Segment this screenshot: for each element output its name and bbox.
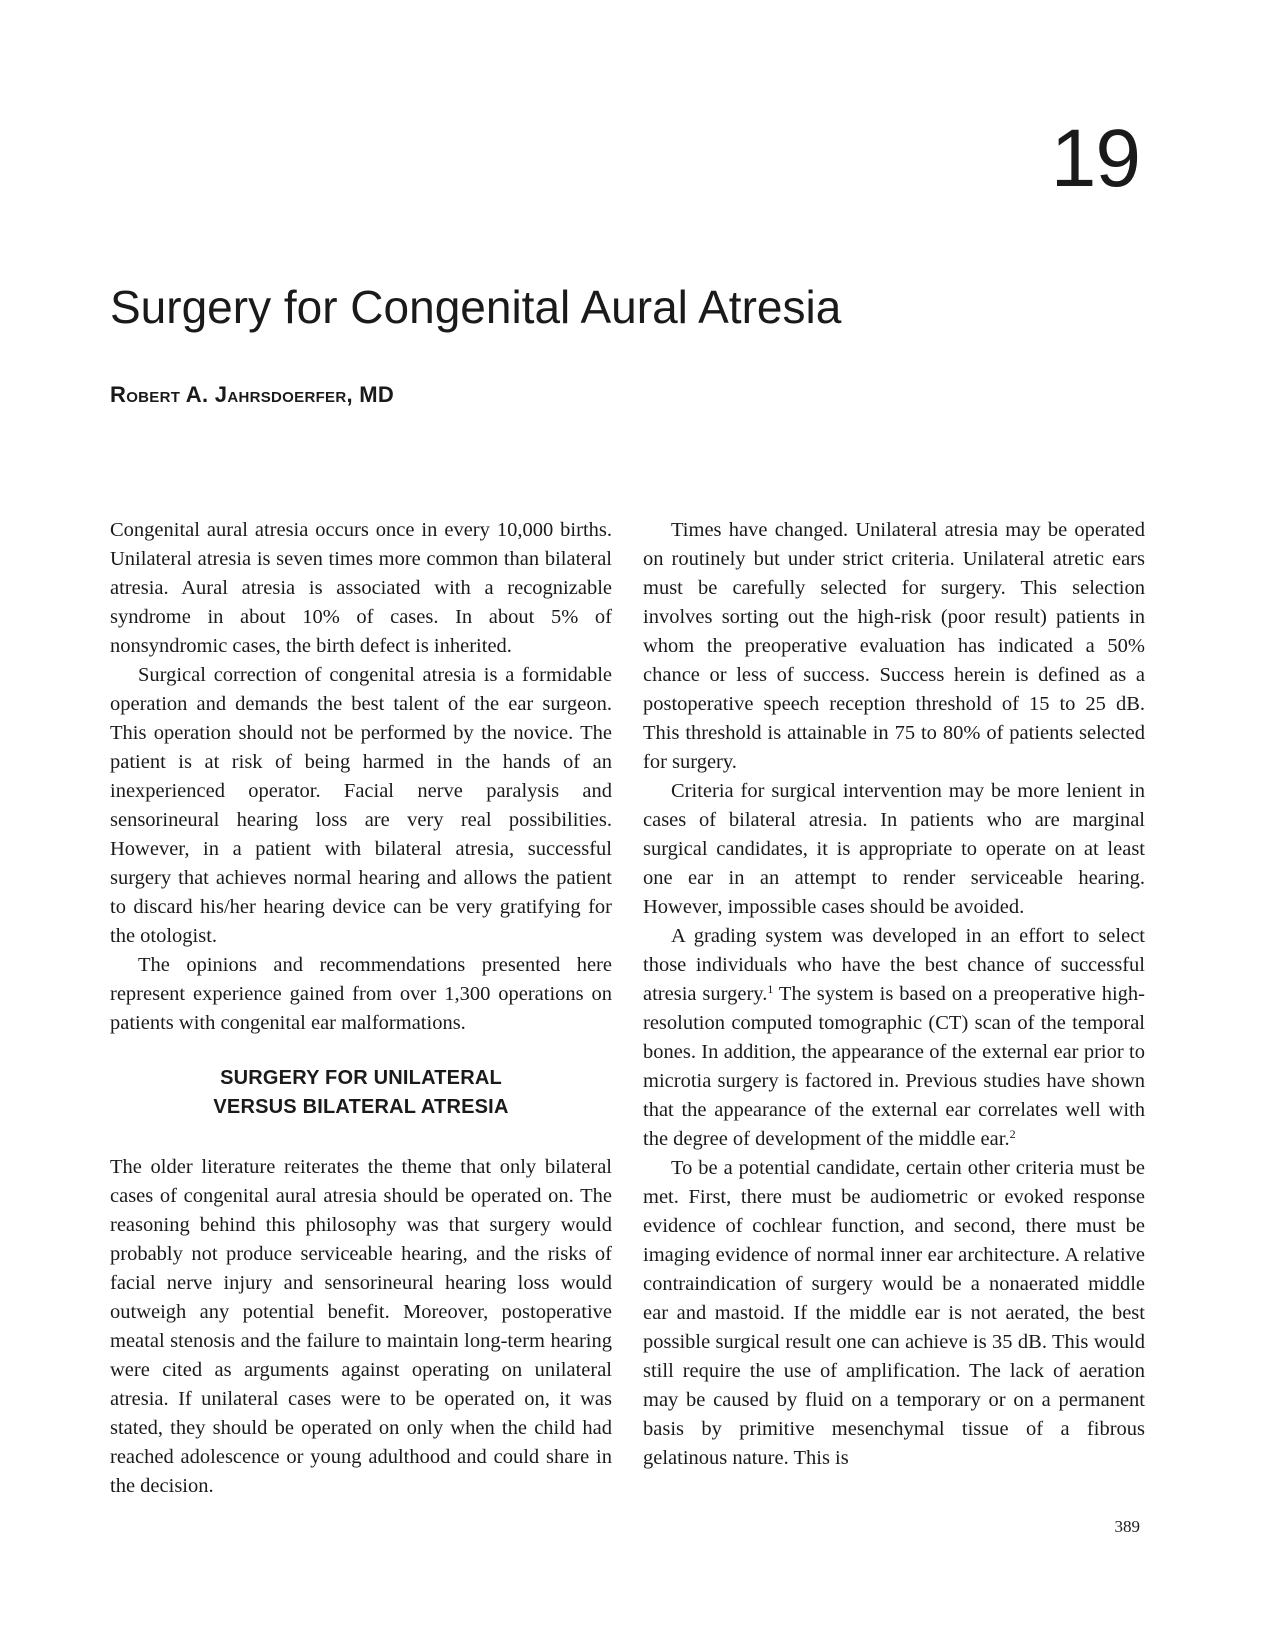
paragraph: The older literature reiterates the theme that only bilateral cases of congenital aural atresia should be operated on. The reasoning behind this philosophy was that surgery would probably not produce serviceable hearing, and the risks of facial nerve injury and sensorineural hearing loss would outweigh any potential benefit. Moreover, postoperative meatal stenosis and the failure to maintain long-term hearing were cited as arguments against operating on unilateral atresia. If unilateral cases were to be operated on, it was stated, they should be operated on only when the child had reached adolescence or young adulthood and could share in the decision. — [110, 1156, 612, 1497]
section-heading-line: VERSUS BILATERAL ATRESIA — [213, 1096, 509, 1118]
paragraph-text: A grading system was developed in an effort to select those individuals who have the best chance of successful atresia surgery. — [643, 925, 1145, 1005]
section-heading — [110, 1064, 612, 1122]
paragraph-text: The system is based on a preoperative high-resolution computed tomographic (CT) scan of the temporal bones. In addition, the appearance of the external ear prior to microtia surgery is factored in. Previous studies have shown that the appearance of the external ear correlates well with the degree of development of the middle ear. — [643, 983, 1145, 1150]
section-heading-line: SURGERY FOR UNILATERAL — [220, 1067, 502, 1089]
paragraph: Criteria for surgical intervention may be more lenient in cases of bilateral atresia. In patients who are marginal surgical candidates, it is appropriate to operate on at least one ear in an attempt to render serviceable hearing. However, impossible cases should be avoided. — [643, 780, 1145, 918]
paragraph: Times have changed. Unilateral atresia may be operated on routinely but under strict criteria. Unilateral atretic ears must be carefully selected for surgery. This selection involves sorting out the high-risk (poor result) patients in whom the preoperative evaluation has indicated a 50% chance or less of success. Success herein is defined as a postoperative speech reception threshold of 15 to 25 dB. This threshold is attainable in 75 to 80% of patients selected for surgery. — [643, 519, 1145, 773]
paragraph: Congenital aural atresia occurs once in every 10,000 births. Unilateral atresia is seven times more common than bilateral atresia. Aural atresia is associated with a recognizable syndrome in about 10% of cases. In about 5% of nonsyndromic cases, the birth defect is inherited. — [110, 519, 612, 657]
chapter-title: Surgery for Congenital Aural Atresia — [110, 281, 842, 333]
paragraph: To be a potential candidate, certain other criteria must be met. First, there must be audiometric or evoked response evidence of cochlear function, and second, there must be imaging evidence of normal inner ear architecture. A relative contraindication of surgery would be a nonaerated middle ear and mastoid. If the middle ear is not aerated, the best possible surgical result one can achieve is 35 dB. This would still require the use of amplification. The lack of aeration may be caused by fluid on a temporary or on a permanent basis by primitive mesenchymal tissue of a fibrous gelatinous nature. This is — [643, 1157, 1145, 1469]
left-text-column — [110, 516, 612, 1501]
right-text-column — [643, 516, 1145, 1473]
page-number: 389 — [1114, 1517, 1140, 1536]
chapter-number: 19 — [1050, 113, 1140, 204]
reference-superscript[interactable]: 1 — [767, 982, 774, 996]
paragraph — [643, 922, 1145, 1154]
reference-superscript[interactable]: 2 — [1009, 1127, 1016, 1141]
paragraph: Surgical correction of congenital atresia is a formidable operation and demands the best talent of the ear surgeon. This operation should not be performed by the novice. The patient is at risk of being harmed in the hands of an inexperienced operator. Facial nerve paralysis and sensorineural hearing loss are very real possibilities. However, in a patient with bilateral atresia, successful surgery that achieves normal hearing and allows the patient to discard his/her hearing device can be very gratifying for the otologist. — [110, 664, 612, 947]
paragraph: The opinions and recommendations presented here represent experience gained from over 1,300 operations on patients with congenital ear malformations. — [110, 954, 612, 1034]
author-byline: Robert A. Jahrsdoerfer, MD — [110, 382, 395, 407]
